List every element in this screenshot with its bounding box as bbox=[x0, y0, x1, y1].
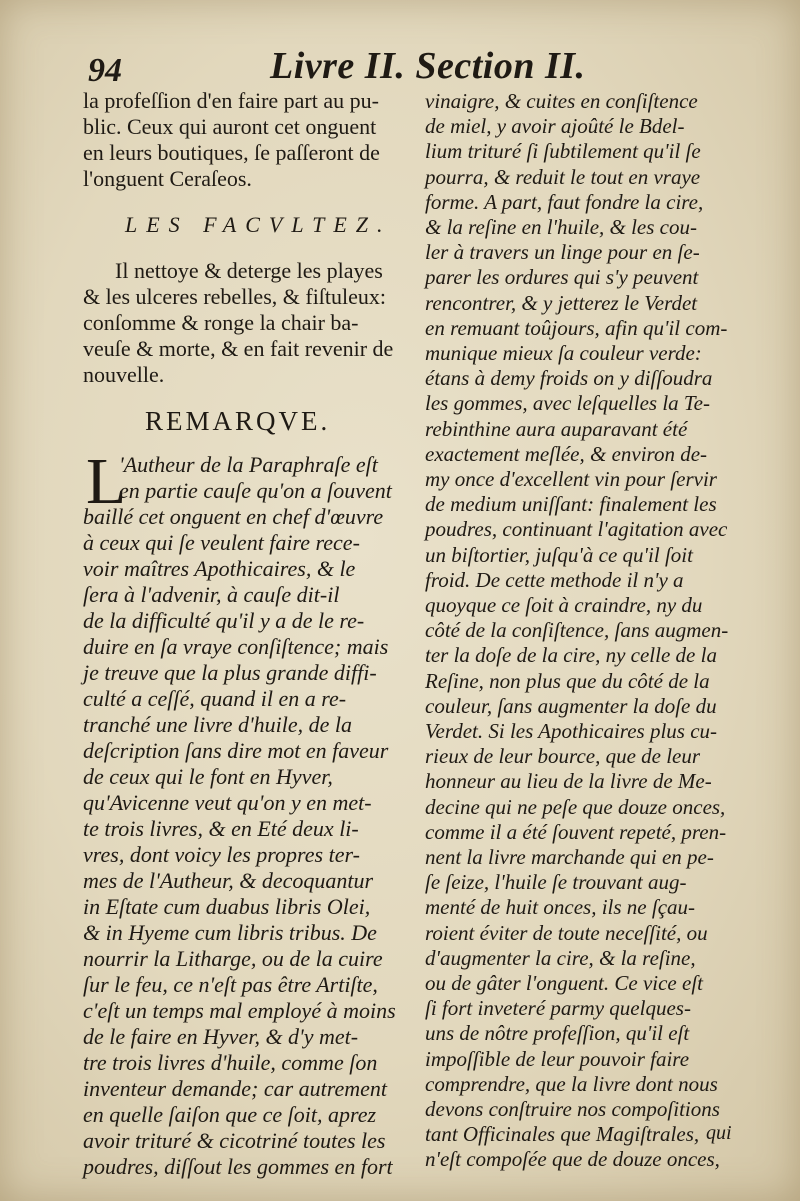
text-line: rencontrer, & y jetterez le Verdet bbox=[425, 290, 698, 315]
text-line: poudres, continuant l'agitation avec bbox=[425, 517, 728, 542]
text-line: en leurs boutiques, ſe paſſeront de bbox=[83, 140, 380, 165]
text-line: comprendre, que la livre dont nous bbox=[425, 1071, 718, 1096]
text-line: comme il a été ſouvent repeté, pren- bbox=[425, 819, 727, 844]
text-line: honneur au lieu de la livre de Me- bbox=[425, 769, 712, 794]
text-line: de le faire en Hyver, & d'y met- bbox=[83, 1024, 359, 1049]
text-line: conſomme & ronge la chair ba- bbox=[83, 310, 359, 335]
text-line: te trois livres, & en Eté deux li- bbox=[83, 816, 359, 841]
text-line: côté de la conſiſtence, ſans augmen- bbox=[425, 618, 729, 643]
text-line: l'onguent Ceraſeos. bbox=[83, 166, 252, 191]
text-line: un biſtortier, juſqu'à ce qu'il ſoit bbox=[425, 542, 693, 567]
text-line: qu'Avicenne veut qu'on y en met- bbox=[83, 790, 372, 815]
remarque-heading: REMARQVE. bbox=[145, 406, 331, 436]
text-line: tant Officinales que Magiſtrales, bbox=[425, 1122, 700, 1147]
text-line: les gommes, avec leſquelles la Te- bbox=[425, 391, 710, 416]
text-line: & in Hyeme cum libris tribus. De bbox=[83, 920, 377, 945]
text-line: menté de huit onces, ils ne ſçau- bbox=[425, 895, 696, 920]
text-line: nourrir la Litharge, ou de la cuire bbox=[83, 946, 383, 971]
text-line: de medium uniſſant: finalement les bbox=[425, 492, 717, 517]
text-line: forme. A part, faut fondre la cire, bbox=[425, 189, 704, 214]
text-line: n'eſt compoſée que de douze onces, bbox=[425, 1147, 720, 1172]
text-line: in Eſtate cum duabus libris Olei, bbox=[83, 894, 371, 919]
text-line: c'eſt un temps mal employé à moins bbox=[83, 998, 396, 1023]
text-line: exactement meſlée, & environ de- bbox=[425, 441, 708, 466]
text-line: lium trituré ſi ſubtilement qu'il ſe bbox=[425, 139, 701, 164]
text-line: & les ulceres rebelles, & fiſtuleux: bbox=[83, 284, 387, 309]
text-line: ou de gâter l'onguent. Ce vice eſt bbox=[425, 971, 703, 995]
text-line: voir maîtres Apothicaires, & le bbox=[83, 556, 356, 581]
text-line: Reſine, non plus que du côté de la bbox=[425, 668, 710, 693]
text-line: baillé cet onguent en chef d'œuvre bbox=[83, 504, 384, 529]
text-line: en quelle ſaiſon que ce ſoit, aprez bbox=[83, 1102, 377, 1127]
text-line: tre trois livres d'huile, comme ſon bbox=[83, 1050, 378, 1075]
text-line: Il nettoye & deterge les playes bbox=[115, 258, 383, 283]
facultez-heading: LES FACVLTEZ. bbox=[125, 212, 392, 237]
text-line: & la reſine en l'huile, & les cou- bbox=[425, 215, 697, 239]
text-line: duire en ſa vraye conſiſtence; mais bbox=[83, 634, 389, 659]
text-line: étans à demy froids on y diſſoudra bbox=[425, 366, 713, 391]
text-line: inventeur demande; car autrement bbox=[83, 1076, 388, 1101]
text-line: ler à travers un linge pour en ſe- bbox=[425, 240, 700, 265]
drop-capital: L bbox=[86, 445, 127, 518]
text-line: pourra, & reduit le tout en vraye bbox=[425, 164, 701, 189]
text-line: ſera à l'advenir, à cauſe dit-il bbox=[83, 582, 340, 607]
text-line: d'augmenter la cire, & la reſine, bbox=[425, 945, 696, 970]
text-line: de la difficulté qu'il y a de le re- bbox=[83, 608, 365, 633]
text-line: ſi fort inveteré parmy quelques- bbox=[425, 996, 691, 1021]
text-line: vres, dont voicy les propres ter- bbox=[83, 842, 360, 867]
text-line: mes de l'Autheur, & decoquantur bbox=[83, 868, 374, 893]
running-head bbox=[0, 40, 800, 90]
text-line: en remuant toûjours, afin qu'il com- bbox=[425, 315, 728, 340]
text-line: my once d'excellent vin pour ſervir bbox=[425, 467, 717, 491]
text-line: nent la livre marchande qui en pe- bbox=[425, 845, 714, 869]
text-line: de miel, y avoir ajoûté le Bdel- bbox=[425, 114, 685, 139]
text-line: couleur, ſans augmenter la doſe du bbox=[425, 693, 717, 718]
text-line: uns de nôtre profeſſion, qu'il eſt bbox=[425, 1021, 690, 1046]
text-line: Verdet. Si les Apothicaires plus cu- bbox=[425, 719, 718, 743]
text-line: rieux de leur bource, que de leur bbox=[425, 744, 701, 769]
text-line: ſur le feu, ce n'eſt pas être Artiſte, bbox=[83, 972, 378, 997]
catchword: qui bbox=[706, 1122, 732, 1144]
text-line: impoſſible de leur pouvoir faire bbox=[425, 1046, 690, 1071]
text-line: vinaigre, & cuites en conſiſtence bbox=[425, 89, 698, 113]
text-line: ſe ſeize, l'huile ſe trouvant aug- bbox=[425, 870, 687, 895]
page-number: 94 bbox=[88, 52, 122, 89]
text-line: avoir trituré & cicotriné toutes les bbox=[83, 1128, 386, 1153]
text-line: veuſe & morte, & en fait revenir de bbox=[83, 336, 394, 361]
text-line: deſcription ſans dire mot en faveur bbox=[83, 738, 389, 763]
text-line: culté a ceſſé, quand il en a re- bbox=[83, 686, 347, 711]
text-line: quoyque ce ſoit à craindre, ny du bbox=[425, 593, 703, 617]
text-line: rebinthine aura auparavant été bbox=[425, 416, 688, 441]
text-line: decine qui ne peſe que douze onces, bbox=[425, 794, 726, 819]
text-line: nouvelle. bbox=[83, 362, 165, 387]
text-line: parer les ordures qui s'y peuvent bbox=[425, 265, 699, 290]
text-line: poudres, diſſout les gommes en fort bbox=[83, 1154, 393, 1179]
text-line: froid. De cette methode il n'y a bbox=[425, 567, 684, 592]
text-line: roient éviter de toute neceſſité, ou bbox=[425, 920, 708, 945]
text-line: je treuve que la plus grande diffi- bbox=[83, 660, 377, 685]
text-line: en partie cauſe qu'on a ſouvent bbox=[119, 478, 392, 503]
text-line: munique mieux ſa couleur verde: bbox=[425, 341, 702, 365]
text-line: blic. Ceux qui auront cet onguent bbox=[83, 114, 377, 139]
text-line: à ceux qui ſe veulent faire rece- bbox=[83, 530, 360, 555]
running-head-title: Livre II. Section II. bbox=[270, 45, 586, 87]
text-line: devons conſtruire nos compoſitions bbox=[425, 1097, 720, 1121]
text-line: 'Autheur de la Paraphraſe eſt bbox=[119, 452, 378, 477]
text-line: la profeſſion d'en faire part au pu- bbox=[83, 88, 379, 113]
text-line: tranché une livre d'huile, de la bbox=[83, 712, 353, 737]
text-line: de ceux qui le font en Hyver, bbox=[83, 764, 333, 789]
text-line: ter la doſe de la cire, ny celle de la bbox=[425, 643, 717, 668]
